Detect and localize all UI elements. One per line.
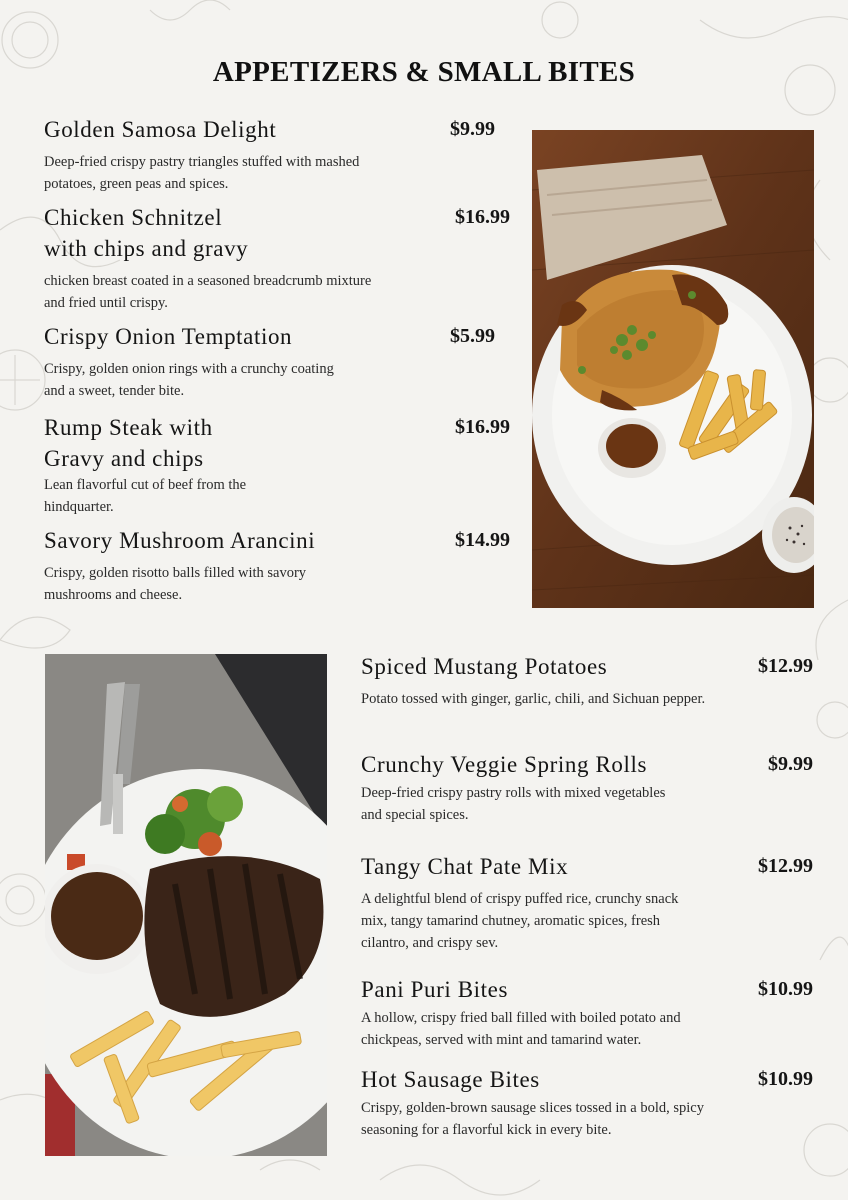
item-name: Golden Samosa Delight	[44, 117, 277, 142]
item-name-line-2: with chips and gravy	[44, 236, 249, 261]
item-description: Deep-fried crispy pastry triangles stuffed with mashed potatoes, green peas and spices.	[44, 154, 360, 192]
item-name: Hot Sausage Bites	[361, 1067, 540, 1092]
item-name-line-1: Rump Steak with	[44, 415, 213, 440]
item-name: Crispy Onion Temptation	[44, 324, 293, 349]
item-description: Crispy, golden onion rings with a crunchy coating and a sweet, tender bite.	[44, 361, 334, 399]
menu-item	[361, 749, 813, 826]
menu-item	[44, 412, 510, 518]
item-name: Pani Puri Bites	[361, 977, 509, 1002]
item-price: $12.99	[758, 855, 813, 877]
page-title: APPETIZERS & SMALL BITES	[212, 56, 636, 88]
menu-item	[44, 114, 510, 195]
item-price: $9.99	[768, 753, 813, 775]
item-price: $10.99	[758, 978, 813, 1000]
item-name-line-1: Chicken Schnitzel	[44, 205, 223, 230]
menu-item	[361, 1064, 813, 1141]
item-price: $14.99	[455, 529, 510, 551]
item-description: chicken breast coated in a seasoned breadcrumb mixture and fried until crispy.	[44, 273, 372, 311]
item-price: $5.99	[450, 325, 495, 347]
chicken-schnitzel-photo	[532, 130, 814, 608]
item-price: $10.99	[758, 1068, 813, 1090]
item-description: Deep-fried crispy pastry rolls with mixed vegetables and special spices.	[361, 785, 666, 823]
item-description: Crispy, golden-brown sausage slices tossed in a bold, spicy seasoning for a flavorful kick in every bite.	[361, 1100, 704, 1138]
menu-item	[44, 525, 510, 606]
rump-steak-photo	[45, 654, 327, 1156]
item-description: A hollow, crispy fried ball filled with boiled potato and chickpeas, served with mint and tamarind water.	[361, 1010, 681, 1048]
item-name: Spiced Mustang Potatoes	[361, 654, 608, 679]
item-price: $16.99	[455, 206, 510, 228]
menu-item	[361, 851, 813, 954]
menu-item	[361, 974, 813, 1051]
item-name: Savory Mushroom Arancini	[44, 528, 316, 553]
item-description: Lean flavorful cut of beef from the hindquarter.	[44, 477, 247, 515]
item-price: $12.99	[758, 655, 813, 677]
menu-item	[361, 651, 813, 710]
item-price: $9.99	[450, 118, 495, 140]
item-name: Crunchy Veggie Spring Rolls	[361, 752, 648, 777]
menu-item	[44, 202, 510, 314]
menu-item	[44, 321, 510, 402]
item-name: Tangy Chat Pate Mix	[361, 854, 569, 879]
item-description: Crispy, golden risotto balls filled with savory mushrooms and cheese.	[44, 565, 307, 603]
item-price: $16.99	[455, 416, 510, 438]
item-name-line-2: Gravy and chips	[44, 446, 204, 471]
item-description: Potato tossed with ginger, garlic, chili, and Sichuan pepper.	[361, 691, 706, 707]
item-description: A delightful blend of crispy puffed rice, crunchy snack mix, tangy tamarind chutney, aromatic spices, fresh cilantro, and crispy sev.	[361, 891, 679, 951]
